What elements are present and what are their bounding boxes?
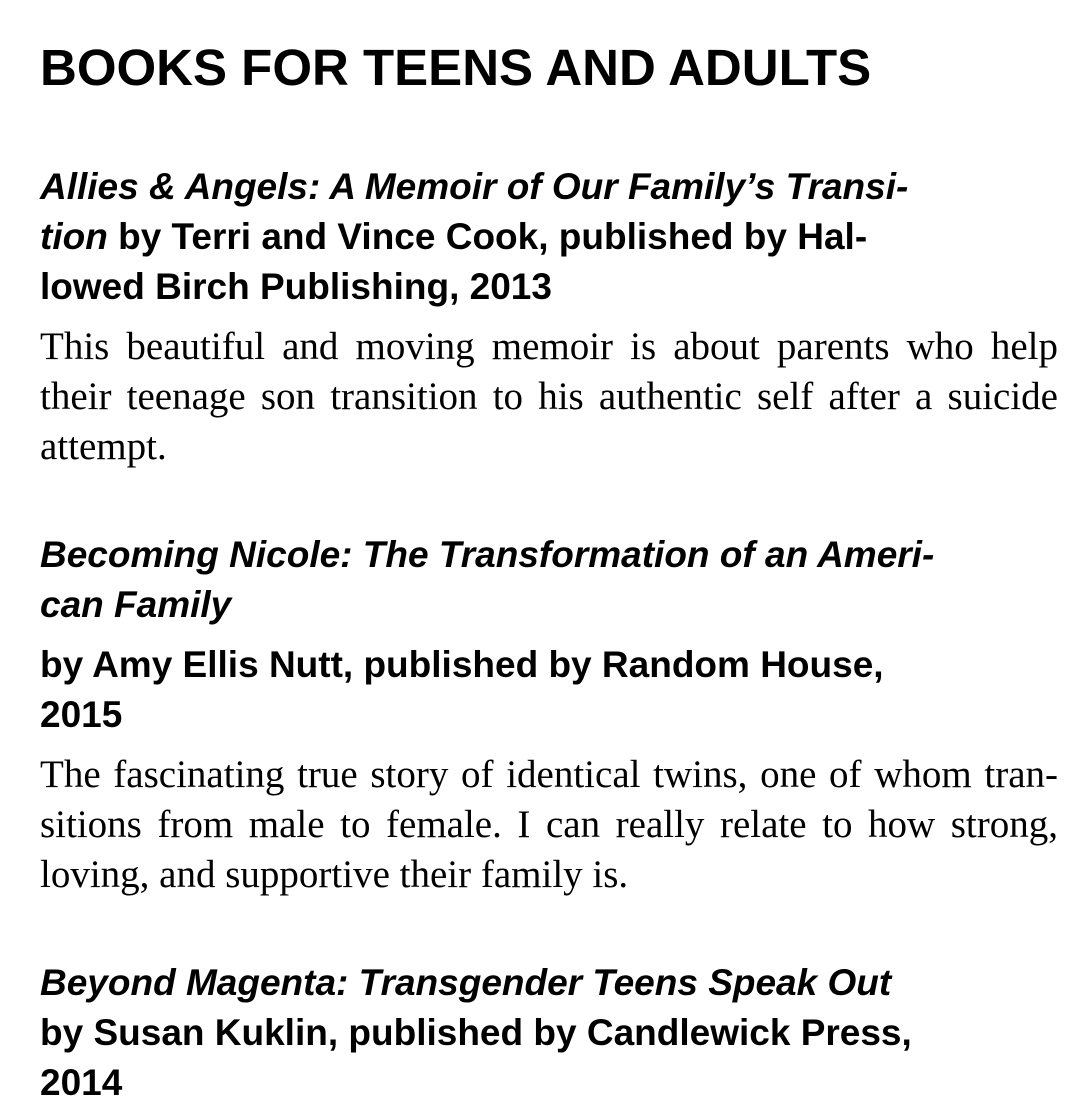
book-byline: by Terri and Vince Cook, published by Hal- bbox=[107, 216, 868, 257]
description-line: attempt. bbox=[40, 425, 167, 468]
book-title-line: tion bbox=[40, 216, 108, 257]
book-title-line: can Family bbox=[40, 584, 232, 625]
description-line: their teenage son transition to his authentic self after a suicide bbox=[40, 375, 1058, 418]
book-byline: 2015 bbox=[40, 694, 123, 735]
description-line: sitions from male to female. I can really relate to how strong, bbox=[40, 803, 1058, 846]
book-byline: by Susan Kuklin, published by Candlewick Press, bbox=[40, 1012, 912, 1053]
book-title-becoming-nicole bbox=[40, 530, 934, 630]
description-line: The fascinating true story of identical twins, one of whom tran- bbox=[40, 753, 1058, 796]
book-title-line: Becoming Nicole: The Transformation of an Ameri- bbox=[40, 534, 935, 575]
book-byline: 2014 bbox=[40, 1062, 123, 1103]
book-title-line: Beyond Magenta: Transgender Teens Speak Out bbox=[40, 962, 892, 1003]
book-byline: lowed Birch Publishing, 2013 bbox=[40, 266, 552, 307]
description-line: loving, and supportive their family is. bbox=[40, 853, 629, 896]
book-description-becoming-nicole bbox=[40, 750, 1058, 900]
book-title-line: Allies & Angels: A Memoir of Our Family’s Transi- bbox=[40, 166, 909, 207]
section-heading: BOOKS FOR TEENS AND ADULTS bbox=[40, 39, 872, 96]
book-description-allies-angels bbox=[40, 322, 1058, 472]
book-title-allies-angels bbox=[40, 162, 908, 312]
description-line: This beautiful and moving memoir is about parents who help bbox=[40, 325, 1058, 368]
book-byline: by Amy Ellis Nutt, published by Random House, bbox=[40, 644, 884, 685]
book-title-beyond-magenta bbox=[40, 958, 912, 1108]
book-byline-becoming-nicole bbox=[40, 640, 884, 740]
